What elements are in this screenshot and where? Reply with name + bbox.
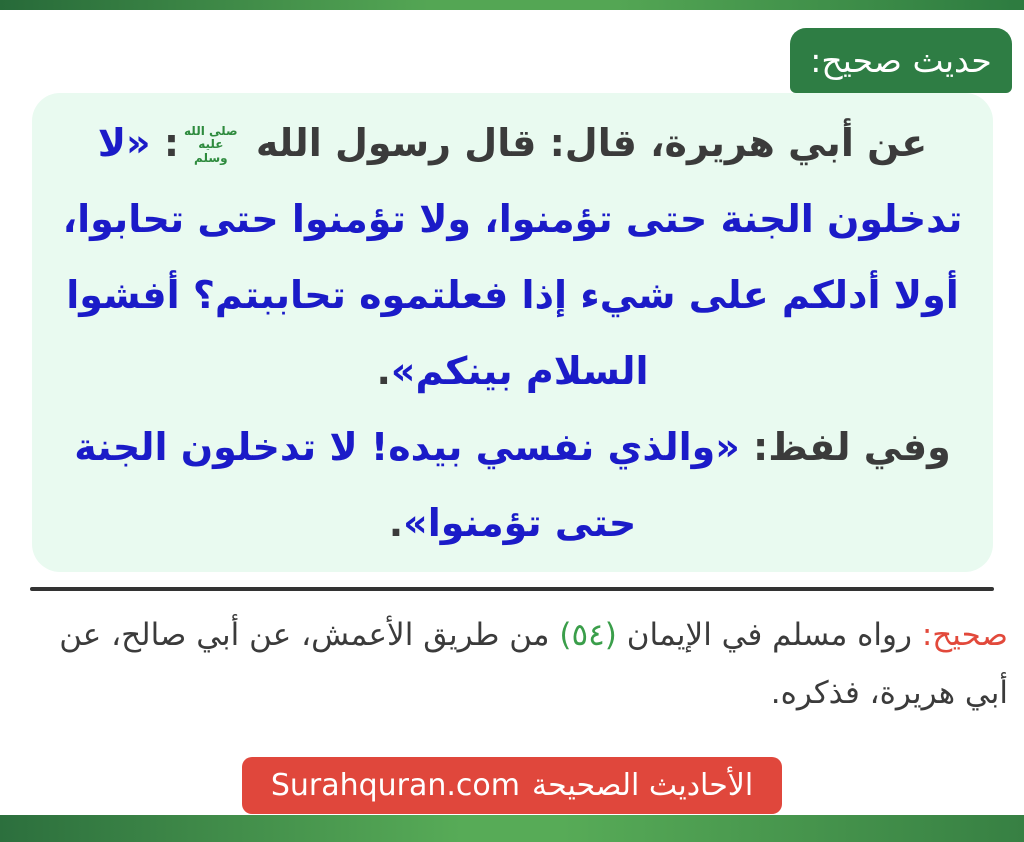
site-link-button[interactable] [242, 757, 782, 814]
grading-takhrij-text [12, 606, 1008, 722]
site-button-domain-label: Surahquran.com [270, 768, 520, 803]
colon-after-salla: : [150, 120, 180, 165]
period-primary: . [376, 348, 391, 393]
hadith-grade-badge-label: حديث صحيح: [810, 41, 992, 80]
section-divider [30, 587, 994, 591]
hadith-grade-badge [790, 28, 1012, 93]
hadith-text [58, 105, 967, 561]
bottom-border-bar [0, 815, 1024, 842]
grading-hadith-number: (٥٤) [559, 617, 617, 653]
site-button-arabic-label: الأحاديث الصحيحة [532, 768, 754, 803]
top-border-bar [0, 0, 1024, 10]
hadith-quote-variant: «والذي نفسي بيده! لا تدخلون الجنة حتى تؤمنوا» [74, 424, 740, 545]
hadith-text-box [32, 93, 993, 572]
grading-source-after: من طريق الأعمش، عن أبي صالح، عن أبي هريرة، فذكره. [59, 617, 1008, 711]
hadith-quote-primary: «لا تدخلون الجنة حتى تؤمنوا، ولا تؤمنوا حتى تحابوا، أولا أدلكم على شيء إذا فعلتموه تحاببتم؟ أفشوا السلام بينكم» [62, 120, 963, 393]
grading-source-before: رواه مسلم في الإيمان [616, 617, 922, 653]
grading-label: صحيح: [921, 617, 1008, 653]
period-variant: . [388, 500, 404, 545]
salla-calligraphy-icon: صلى الله عليه وسلم [184, 124, 238, 165]
narration-intro: عن أبي هريرة، قال: قال رسول الله [242, 120, 928, 165]
variant-intro: وفي لفظ: [739, 424, 951, 469]
